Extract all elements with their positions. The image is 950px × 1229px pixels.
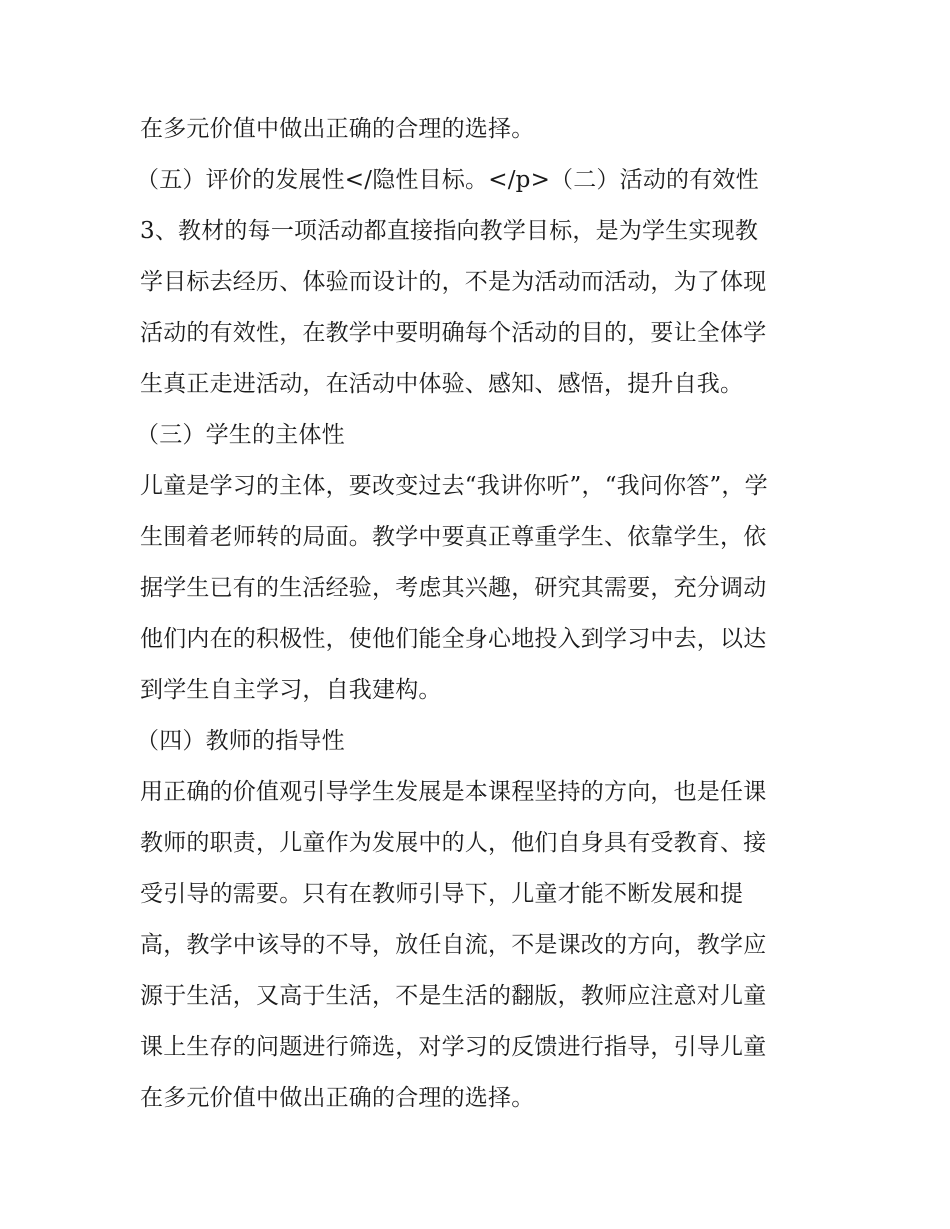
body-line: 活动的有效性，在教学中要明确每个活动的目的，要让全体学 [140,320,767,346]
body-line: 他们内在的积极性，使他们能全身心地投入到学习中去，以达 [140,626,767,652]
section-heading: （三）学生的主体性 [136,422,345,448]
body-line: 3、教材的每一项活动都直接指向教学目标，是为学生实现教 [140,218,759,244]
document-body [136,104,820,1124]
body-line: 课上生存的问题进行筛选，对学习的反馈进行指导，引导儿童 [140,1034,767,1060]
body-line: 生围着老师转的局面。教学中要真正尊重学生、依靠学生，依 [140,524,767,550]
section-heading: （四）教师的指导性 [136,728,345,754]
body-line: 教师的职责，儿童作为发展中的人，他们自身具有受教育、接 [140,830,767,856]
body-line: 学目标去经历、体验而设计的，不是为活动而活动，为了体现 [140,269,767,295]
body-line: 到学生自主学习，自我建构。 [140,677,442,703]
body-line: 在多元价值中做出正确的合理的选择。 [140,1085,535,1111]
body-line: 源于生活，又高于生活，不是生活的翻版，教师应注意对儿童 [140,983,767,1009]
body-line: 用正确的价值观引导学生发展是本课程坚持的方向，也是任课 [140,779,767,805]
body-line: 据学生已有的生活经验，考虑其兴趣，研究其需要，充分调动 [140,575,767,601]
body-line: 儿童是学习的主体，要改变过去“我讲你听”，“我问你答”，学 [140,473,768,499]
section-heading-line: （五）评价的发展性</隐性目标。</p>（二）活动的有效性 [136,167,759,193]
body-line: 高，教学中该导的不导，放任自流，不是课改的方向，教学应 [140,932,767,958]
body-line: 受引导的需要。只有在教师引导下，儿童才能不断发展和提 [140,881,744,907]
body-line: 在多元价值中做出正确的合理的选择。 [140,116,535,142]
body-line: 生真正走进活动，在活动中体验、感知、感悟，提升自我。 [140,371,744,397]
